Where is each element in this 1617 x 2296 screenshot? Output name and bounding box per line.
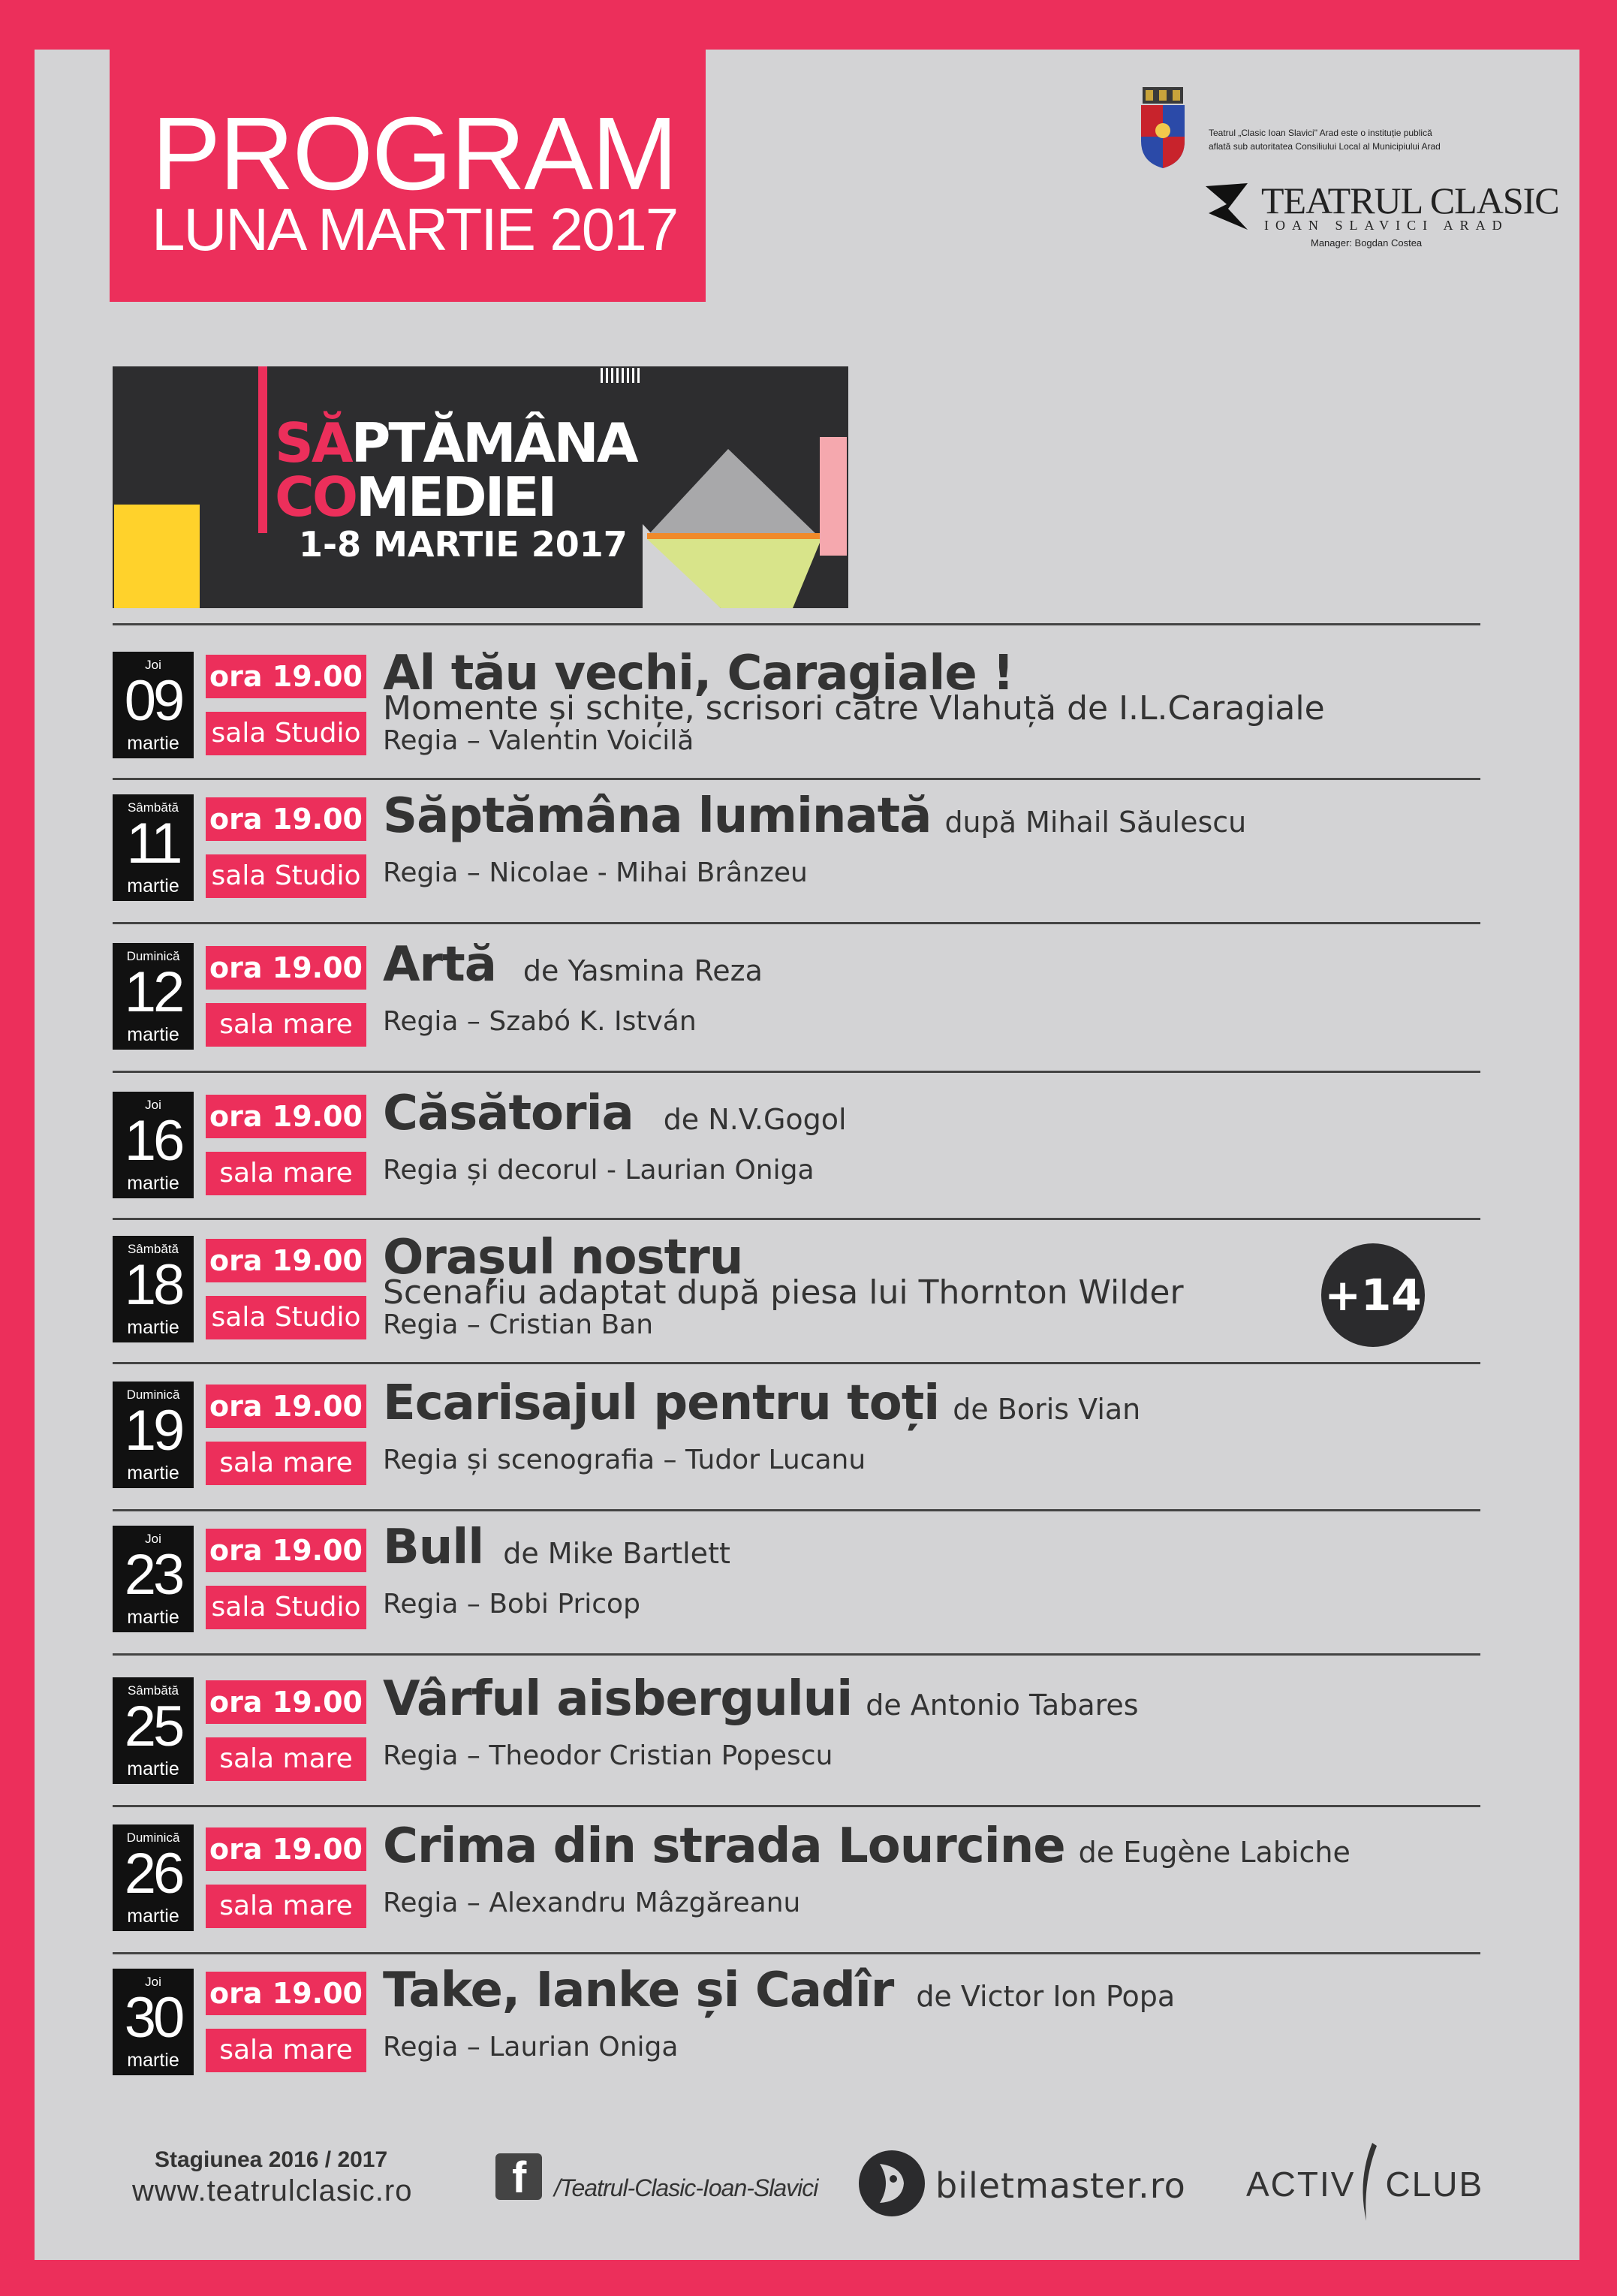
event-title-text: Vârful aisbergului [383, 1671, 853, 1727]
banner-line2 [275, 466, 555, 529]
page-subtitle: LUNA MARTIE 2017 [152, 196, 678, 263]
event-month: martie [127, 1317, 179, 1338]
event-title-text: Crima din strada Lourcine [383, 1818, 1065, 1874]
institution-note-line1: Teatrul „Clasic Ioan Slavici" Arad este o instituție publică [1209, 128, 1432, 138]
event-month: martie [127, 1906, 179, 1927]
event-room: sala mare [206, 1885, 366, 1928]
page-title: PROGRAM [152, 96, 677, 212]
banner-pink-bar [820, 437, 847, 556]
banner-line2-red: CO [275, 466, 357, 529]
event-title-text: Al tău vechi, Caragiale ! [383, 646, 1014, 701]
divider [113, 778, 1480, 780]
event-director: Regia – Bobi Pricop [383, 1589, 640, 1620]
event-day-number: 26 [124, 1842, 182, 1906]
event-title [383, 937, 763, 993]
event-month: martie [127, 733, 179, 754]
date-box [113, 1236, 194, 1342]
event-room: sala Studio [206, 712, 366, 755]
event-room: sala mare [206, 1003, 366, 1047]
event-hour: ora 19.00 [206, 1972, 366, 2015]
event-hour: ora 19.00 [206, 797, 366, 841]
divider [113, 1509, 1480, 1511]
event-weekday: Joi [145, 1532, 161, 1546]
event-month: martie [127, 2050, 179, 2071]
event-title-text: Orașul nostru [383, 1230, 743, 1285]
institution-note [1209, 126, 1441, 153]
event-day-number: 09 [124, 669, 182, 733]
event-title [383, 788, 1246, 844]
event-subtitle: Momente și schițe, scrisori către Vlahuță de I.L.Caragiale [383, 689, 1325, 728]
event-room: sala Studio [206, 1296, 366, 1339]
date-box [113, 1677, 194, 1784]
event-month: martie [127, 1173, 179, 1194]
banner-line1-white: PTĂMÂNA [351, 411, 637, 475]
event-day-number: 30 [124, 1986, 182, 2050]
event-title [383, 1086, 847, 1141]
event-hour: ora 19.00 [206, 1095, 366, 1138]
event-author: după Mihail Săulescu [944, 806, 1247, 839]
event-author: de Boris Vian [953, 1393, 1141, 1426]
banner-line1-red: SĂ [275, 411, 351, 475]
divider [113, 1218, 1480, 1220]
event-room: sala mare [206, 2029, 366, 2072]
event-month: martie [127, 1463, 179, 1484]
event-author: de Victor Ion Popa [916, 1980, 1176, 2013]
date-box [113, 1969, 194, 2075]
event-row [113, 788, 1480, 904]
date-box [113, 1526, 194, 1632]
event-day-number: 16 [124, 1109, 182, 1173]
event-title [383, 1671, 1139, 1727]
event-row [113, 1520, 1480, 1635]
event-subtitle: Scenariu adaptat după piesa lui Thornton Wilder [383, 1273, 1184, 1312]
event-hour: ora 19.00 [206, 1385, 366, 1428]
event-day-number: 23 [124, 1543, 182, 1607]
event-title [383, 1520, 730, 1575]
event-weekday: Sâmbătă [127, 1242, 179, 1256]
event-hour: ora 19.00 [206, 946, 366, 990]
date-box [113, 943, 194, 1050]
event-title-text: Săptămâna luminată [383, 788, 932, 844]
divider [113, 1952, 1480, 1954]
event-title-text: Artă [383, 937, 496, 993]
event-day-number: 25 [124, 1695, 182, 1758]
event-title [383, 1818, 1351, 1874]
event-month: martie [127, 1607, 179, 1628]
event-weekday: Duminică [126, 949, 180, 963]
event-room: sala mare [206, 1152, 366, 1195]
event-hour: ora 19.00 [206, 1239, 366, 1282]
theatre-mask-icon [1206, 183, 1248, 230]
event-author: de Mike Bartlett [503, 1537, 730, 1570]
event-month: martie [127, 1758, 179, 1779]
date-box [113, 794, 194, 901]
theatre-name: TEATRUL CLASIC [1261, 179, 1559, 221]
date-box [113, 1824, 194, 1931]
event-room: sala mare [206, 1442, 366, 1485]
sponsor-swoosh-icon [1356, 2143, 1378, 2221]
event-month: martie [127, 1024, 179, 1045]
divider [113, 1362, 1480, 1364]
city-crest-icon [1138, 87, 1188, 168]
date-box [113, 1382, 194, 1488]
event-row [113, 1230, 1480, 1345]
divider [113, 1653, 1480, 1656]
event-weekday: Duminică [126, 1388, 180, 1402]
event-row [113, 937, 1480, 1053]
title-box [110, 50, 706, 302]
event-director: Regia – Theodor Cristian Popescu [383, 1740, 833, 1771]
event-hour: ora 19.00 [206, 655, 366, 698]
website-link[interactable]: www.teatrulclasic.ro [132, 2174, 413, 2207]
event-author: de N.V.Gogol [663, 1103, 847, 1136]
event-row [113, 1086, 1480, 1201]
institution-note-line2: aflată sub autoritatea Consiliului Local al Municipiului Arad [1209, 141, 1441, 152]
event-day-number: 11 [126, 812, 180, 875]
theatre-manager: Manager: Bogdan Costea [1311, 237, 1423, 249]
event-title [383, 1375, 1140, 1431]
facebook-page-link[interactable]: /Teatrul-Clasic-Ioan-Slavici [554, 2174, 818, 2201]
event-title-text: Bull [383, 1520, 484, 1575]
event-director: Regia – Valentin Voicilă [383, 725, 694, 756]
event-hour: ora 19.00 [206, 1827, 366, 1871]
event-title [383, 1963, 1175, 2018]
divider [113, 1805, 1480, 1807]
event-author: de Antonio Tabares [866, 1689, 1139, 1722]
event-director: Regia – Laurian Oniga [383, 2032, 679, 2062]
event-title-text: Take, Ianke și Cadîr [383, 1963, 894, 2018]
event-weekday: Duminică [126, 1830, 180, 1845]
event-room: sala mare [206, 1737, 366, 1781]
comedy-week-banner [113, 366, 848, 608]
event-weekday: Joi [145, 1975, 161, 1989]
event-director: Regia – Nicolae - Mihai Brânzeu [383, 857, 808, 888]
event-day-number: 12 [124, 960, 182, 1024]
event-row [113, 646, 1480, 761]
season-label: Stagiunea 2016 / 2017 [155, 2147, 388, 2172]
event-author: de Eugène Labiche [1078, 1836, 1351, 1869]
event-room: sala Studio [206, 854, 366, 898]
event-director: Regia – Cristian Ban [383, 1309, 654, 1340]
theatre-subname: IOAN SLAVICI ARAD [1264, 218, 1509, 233]
event-director: Regia – Szabó K. István [383, 1006, 697, 1037]
event-month: martie [127, 875, 179, 896]
event-day-number: 19 [124, 1399, 182, 1463]
divider [113, 922, 1480, 924]
event-row [113, 1963, 1480, 2078]
event-weekday: Sâmbătă [127, 800, 179, 815]
event-director: Regia și scenografia – Tudor Lucanu [383, 1445, 866, 1475]
event-weekday: Sâmbătă [127, 1683, 179, 1698]
event-weekday: Joi [145, 658, 161, 672]
age-rating-badge: +14 [1321, 1243, 1425, 1347]
sponsor-right-text: CLUB [1385, 2165, 1484, 2204]
banner-dates: 1-8 MARTIE 2017 [299, 524, 628, 565]
event-weekday: Joi [145, 1098, 161, 1112]
sponsor-left-text: ACTIV [1246, 2165, 1356, 2204]
event-hour: ora 19.00 [206, 1529, 366, 1572]
event-director: Regia – Alexandru Mâzgăreanu [383, 1888, 801, 1918]
event-room: sala Studio [206, 1586, 366, 1629]
event-row [113, 1375, 1480, 1491]
event-hour: ora 19.00 [206, 1680, 366, 1724]
ticket-site-link[interactable]: biletmaster.ro [935, 2165, 1186, 2206]
event-title-text: Căsătoria [383, 1086, 634, 1141]
divider [113, 1071, 1480, 1073]
event-day-number: 18 [124, 1253, 182, 1317]
date-box [113, 1092, 194, 1198]
banner-line2-white: MEDIEI [356, 466, 556, 529]
event-title-text: Ecarisajul pentru toți [383, 1375, 940, 1431]
event-row [113, 1818, 1480, 1934]
divider [113, 623, 1480, 625]
biletmaster-icon [857, 2149, 926, 2218]
date-box [113, 652, 194, 758]
event-director: Regia și decorul - Laurian Oniga [383, 1155, 815, 1186]
event-author: de Yasmina Reza [522, 954, 763, 987]
facebook-icon[interactable]: f [495, 2153, 542, 2200]
event-row [113, 1671, 1480, 1787]
